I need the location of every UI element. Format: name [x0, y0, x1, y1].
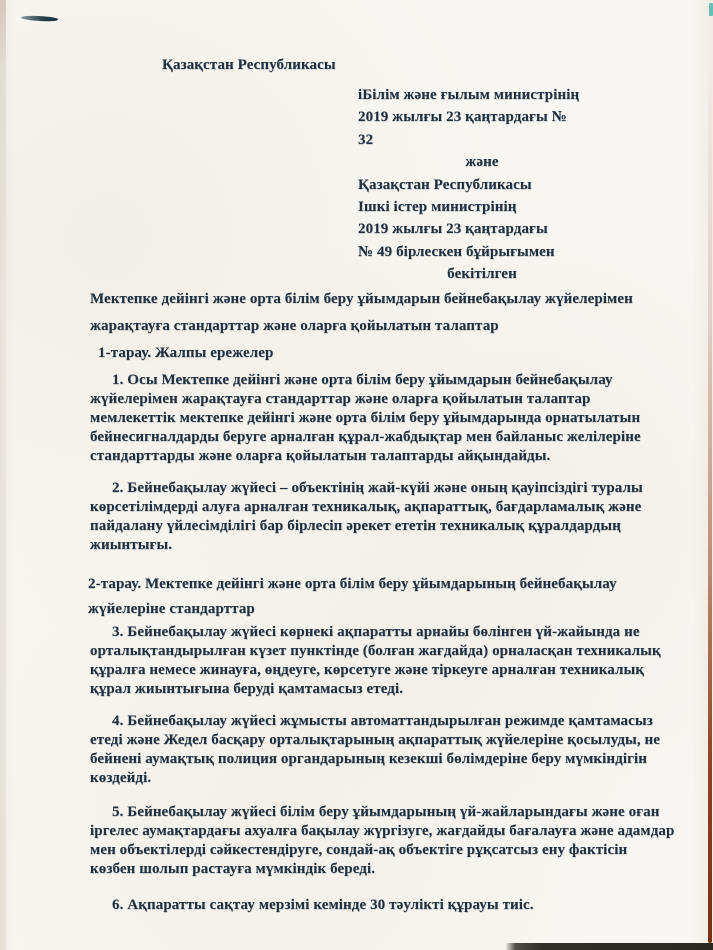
- paragraph-6: 6. Ақпаратты сақтау мерзімі кемінде 30 тәулікті құрауы тиіс.: [112, 897, 534, 913]
- chapter-1-heading: 1-тарау. Жалпы ережелер: [98, 345, 274, 361]
- paragraph-2: 2. Бейнебақылау жүйесі – объектінің жай-күйі және оның қауіпсіздігі туралы көрсетілімдерді алуға арналған техникалық, ақпараттық, бағдарламалық және пайдалану үйлесімділігі бар бірлесіп әрекет ететін техникалық құралдардың жиынтығы.: [90, 480, 643, 553]
- approval-line: № 49 бірлескен бұйрығымен: [358, 243, 555, 260]
- document-title: Мектепке дейінгі және орта білім беру ұйымдарын бейнебақылау жүйелерімен жарақтауға стандарттар және оларға қойылатын талаптар: [90, 291, 633, 334]
- approval-line: іБілім және ғылым министрінің: [358, 87, 580, 103]
- chapter-2-heading: 2-тарау. Мектепке дейінгі және орта білім беру ұйымдарының бейнебақылау жүйелеріне стандарттар: [88, 576, 617, 617]
- scan-left-edge-tint: [0, 0, 6, 950]
- issuer-line: Қазақстан Республикасы: [162, 57, 336, 73]
- scan-right-edge-strip: [708, 55, 712, 943]
- paragraph-3: 3. Бейнебақылау жүйесі көрнекі ақпаратты арнайы бөлінген үй-жайында не орталықтандырылған күзет пунктінде (болған жағдайда) орналасқан техникалық құралға немесе жинауға, өңдеуге, көрсетуге және тіркеуге арналған техникалық құрал жиынтығына беруді қамтамасыз етеді.: [90, 624, 661, 697]
- approval-line: Қазақстан Республикасы: [358, 176, 532, 193]
- scan-bottom-bar: [505, 943, 713, 950]
- approval-block: [358, 84, 606, 286]
- approval-line: Ішкі істер министрінің: [358, 199, 517, 216]
- paragraph-5: 5. Бейнебақылау жүйесі білім беру ұйымдарының үй-жайларындағы және оған іргелес аумақтардағы ахуалға бақылау жүргізуге, жағдайды бағалауға және адамдар мен объектілерді сәйкестендіруге, сондай-ақ объектіге рұқсатсыз ену фактісін көзбен шолып растауға мүмкіндік береді.: [90, 804, 675, 877]
- approval-line: және: [465, 154, 499, 171]
- teal-edge-mark: [709, 3, 713, 16]
- approval-line: бекітілген: [447, 266, 517, 283]
- approval-line: 2019 жылғы 23 қаңтардағы: [358, 221, 548, 238]
- ink-squiggle-mark: [21, 15, 58, 23]
- approval-line: 32: [358, 131, 374, 148]
- approval-line: 2019 жылғы 23 қаңтардағы №: [358, 109, 567, 126]
- paragraph-4: 4. Бейнебақылау жүйесі жұмысты автоматтандырылған режимде қамтамасыз етеді және Жедел басқару орталықтарының ақпараттық жүйелеріне қосылуды, не бейнені аумақтық полиция органдарының кезекші бөлімдеріне беру мүмкіндігін көздейді.: [90, 713, 661, 786]
- paragraph-1: 1. Осы Мектепке дейінгі және орта білім беру ұйымдарын бейнебақылау жүйелерімен жарақтауға стандарттар және оларға қойылатын талаптар мемлекеттік мектепке дейінгі және орта білім беру ұйымдарында орнатылатын бейнесигналдарды беруге арналған құрал-жабдықтар мен байланыс желілеріне стандарттарды және оларға қойылатын талаптарды айқындайды.: [90, 372, 641, 464]
